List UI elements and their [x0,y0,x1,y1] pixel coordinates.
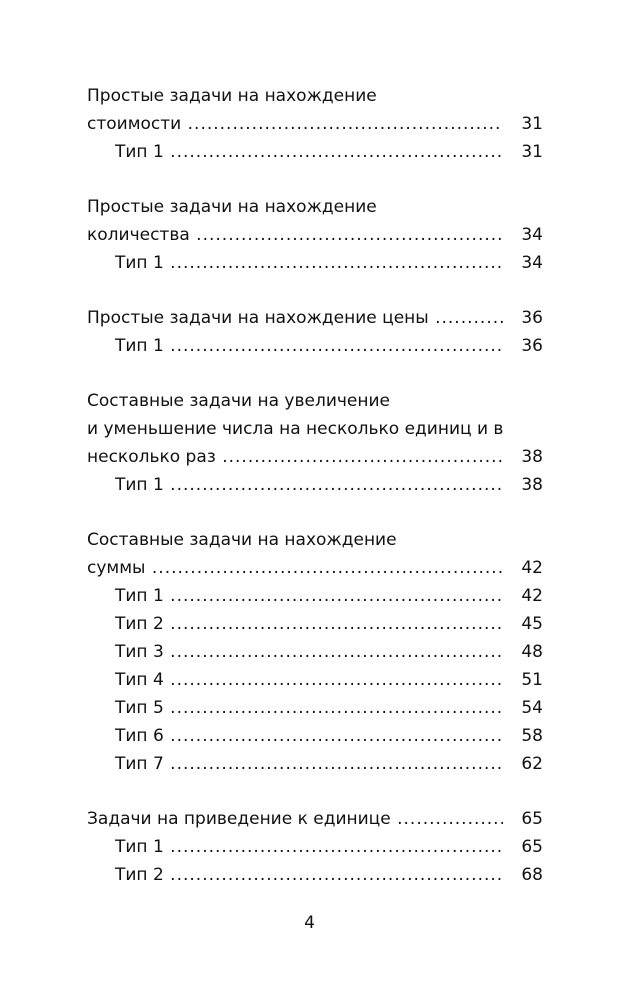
toc-entry[interactable] [87,221,543,249]
entry-label: Тип 5 ..... [115,694,503,722]
toc-subentry[interactable] [87,332,543,360]
entry-label: количества ..... [87,221,503,249]
entry-page-number: 62 [521,754,543,774]
entry-label: Тип 4 ..... [115,666,503,694]
entry-page-number: 68 [521,865,543,885]
section-heading-line [87,526,543,554]
table-of-contents [87,82,543,916]
section-heading-line [87,387,543,415]
section-heading-text: Простые задачи на нахождение [87,86,377,106]
section-heading-text: Составные задачи на увеличение [87,391,390,411]
toc-section [87,193,543,277]
entry-page-number: 34 [521,225,543,245]
toc-subentry[interactable] [87,694,543,722]
entry-label: Тип 2 ..... [115,861,503,889]
toc-section [87,387,543,499]
entry-page-number: 42 [521,558,543,578]
toc-subentry[interactable] [87,471,543,499]
toc-subentry[interactable] [87,582,543,610]
section-heading-text: Составные задачи на нахождение [87,530,397,550]
toc-subentry[interactable] [87,722,543,750]
entry-label: несколько раз ..... [87,443,503,471]
section-heading-text: Простые задачи на нахождение [87,197,377,217]
entry-label: Тип 3 ..... [115,638,503,666]
toc-section [87,304,543,360]
toc-section [87,805,543,889]
entry-label: Задачи на приведение к единице ..... [87,805,503,833]
entry-label: Тип 1 ..... [115,582,503,610]
toc-entry[interactable] [87,805,543,833]
toc-subentry[interactable] [87,861,543,889]
section-heading-line [87,193,543,221]
entry-page-number: 31 [521,142,543,162]
entry-page-number: 48 [521,642,543,662]
entry-page-number: 38 [521,475,543,495]
toc-entry[interactable] [87,554,543,582]
toc-subentry[interactable] [87,750,543,778]
entry-label: Простые задачи на нахождение цены ..... [87,304,503,332]
entry-label: Тип 7 ..... [115,750,503,778]
section-heading-text: и уменьшение числа на несколько единиц и в [87,419,504,439]
toc-subentry[interactable] [87,610,543,638]
entry-label: Тип 6 ..... [115,722,503,750]
entry-label: Тип 2 ..... [115,610,503,638]
section-heading-line [87,415,543,443]
entry-page-number: 58 [521,726,543,746]
entry-label: Тип 1 ..... [115,249,503,277]
toc-subentry[interactable] [87,638,543,666]
toc-entry[interactable] [87,304,543,332]
entry-label: Тип 1 ..... [115,833,503,861]
entry-page-number: 36 [521,336,543,356]
toc-subentry[interactable] [87,833,543,861]
entry-page-number: 31 [521,114,543,134]
toc-entry[interactable] [87,110,543,138]
entry-page-number: 42 [521,586,543,606]
page-number: 4 [304,913,315,933]
entry-label: суммы ..... [87,554,503,582]
entry-page-number: 38 [521,447,543,467]
entry-page-number: 54 [521,698,543,718]
entry-page-number: 65 [521,809,543,829]
entry-label: стоимости ..... [87,110,503,138]
entry-page-number: 51 [521,670,543,690]
entry-label: Тип 1 ..... [115,138,503,166]
toc-section [87,526,543,778]
entry-label: Тип 1 ..... [115,332,503,360]
entry-page-number: 34 [521,253,543,273]
toc-subentry[interactable] [87,138,543,166]
toc-subentry[interactable] [87,666,543,694]
entry-page-number: 36 [521,308,543,328]
section-heading-line [87,82,543,110]
toc-entry[interactable] [87,443,543,471]
toc-subentry[interactable] [87,249,543,277]
entry-page-number: 65 [521,837,543,857]
entry-label: Тип 1 ..... [115,471,503,499]
toc-section [87,82,543,166]
entry-page-number: 45 [521,614,543,634]
